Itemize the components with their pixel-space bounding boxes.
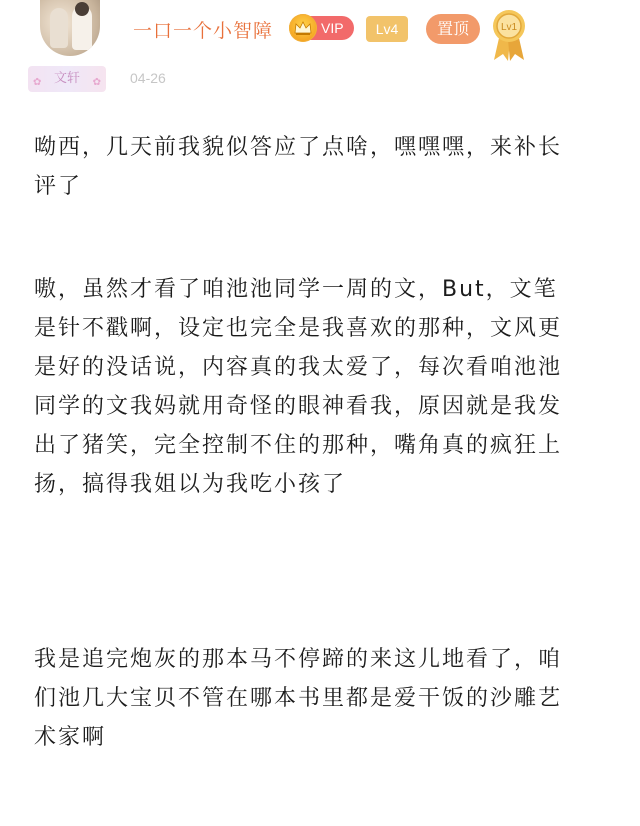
text-line: 术家啊 bbox=[34, 725, 107, 750]
post-paragraph-1 bbox=[34, 128, 594, 206]
medal-label: Lv1 bbox=[500, 22, 518, 33]
level-badge[interactable]: Lv4 bbox=[366, 16, 408, 42]
post-date: 04-26 bbox=[130, 70, 166, 86]
vip-label: VIP bbox=[309, 16, 354, 40]
text-line: 评了 bbox=[34, 174, 83, 199]
crown-icon bbox=[289, 14, 317, 42]
medal-icon[interactable] bbox=[491, 8, 527, 62]
text-line: 扬，搞得我姐以为我吃小孩了 bbox=[34, 472, 347, 497]
text-line: 同学的文我妈就用奇怪的眼神看我，原因就是我发 bbox=[34, 394, 563, 419]
username[interactable]: 一口一个小智障 bbox=[133, 20, 274, 42]
text-line: 我是追完炮灰的那本马不停蹄的来这儿地看了，咱 bbox=[34, 647, 563, 672]
text-line: 们池几大宝贝不管在哪本书里都是爱干饭的沙雕艺 bbox=[34, 686, 563, 711]
text-line: 呦西，几天前我貌似答应了点啥，嘿嘿嘿，来补长 bbox=[34, 135, 563, 160]
avatar[interactable] bbox=[40, 0, 100, 56]
flower-icon: ✿ bbox=[33, 77, 42, 88]
text-line: 出了猪笑，完全控制不住的那种，嘴角真的疯狂上 bbox=[34, 433, 563, 458]
text-line: 是好的没话说，内容真的我太爱了，每次看咱池池 bbox=[34, 355, 563, 380]
avatar-figure-head bbox=[75, 2, 89, 16]
fan-tag[interactable] bbox=[28, 66, 106, 92]
post-header bbox=[0, 0, 640, 100]
post-paragraph-2 bbox=[34, 270, 594, 504]
vip-badge[interactable] bbox=[289, 14, 354, 42]
post-paragraph-3 bbox=[34, 640, 594, 757]
avatar-figure-left bbox=[50, 8, 68, 48]
fan-tag-label: 文轩 bbox=[53, 71, 80, 86]
pinned-badge: 置顶 bbox=[426, 14, 480, 44]
flower-icon: ✿ bbox=[92, 77, 101, 88]
text-line: 是针不戳啊，设定也完全是我喜欢的那种，文风更 bbox=[34, 316, 563, 341]
text-line: 嗷，虽然才看了咱池池同学一周的文，But，文笔 bbox=[34, 277, 558, 302]
